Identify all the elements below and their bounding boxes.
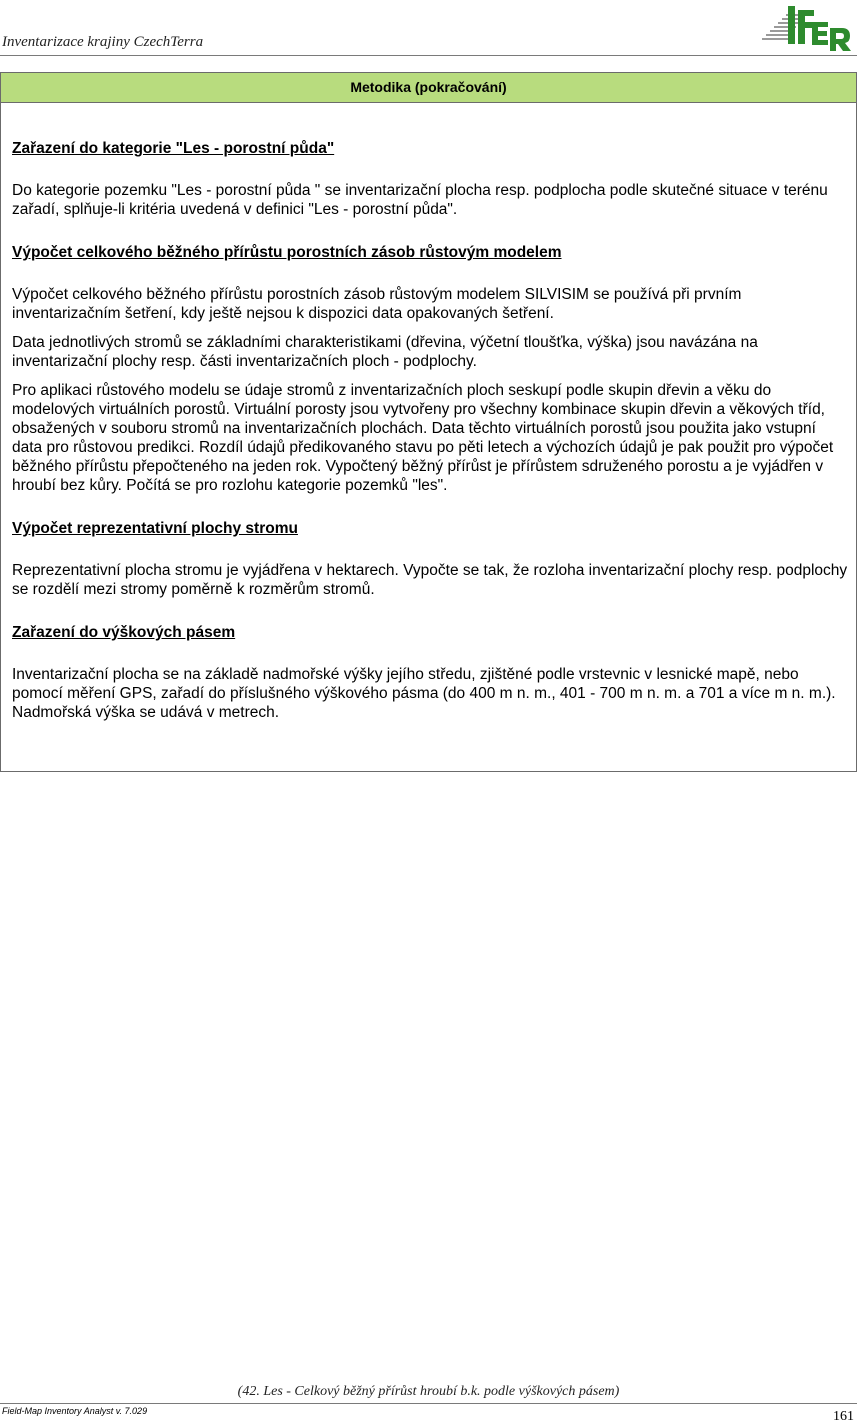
software-version: Field-Map Inventory Analyst v. 7.029 <box>2 1406 148 1416</box>
paragraph-growth-model-2: Data jednotlivých stromů se základními charakteristikami (dřevina, výčetní tloušťka, výška) jsou navázána na inventarizační plochy resp. části inventarizačních ploch - podplochy. <box>12 334 758 370</box>
methodology-frame <box>0 72 857 772</box>
paragraph-forest-category: Do kategorie pozemku "Les - porostní půda " se inventarizační plocha resp. podplocha podle skutečné situace v terénu zařadí, splňuje-li kritéria uvedená v definici "Les - porostní půda". <box>12 182 828 218</box>
footer-rule <box>0 1403 857 1404</box>
heading-growth-model: Výpočet celkového běžného přírůstu porostních zásob růstovým modelem <box>12 244 562 261</box>
logo-letters <box>788 6 851 51</box>
heading-forest-category: Zařazení do kategorie "Les - porostní půda" <box>12 140 335 157</box>
page-number: 161 <box>833 1409 854 1424</box>
heading-representative-area: Výpočet reprezentativní plochy stromu <box>12 520 298 537</box>
document-header-title: Inventarizace krajiny CzechTerra <box>2 34 204 50</box>
table-caption: (42. Les - Celkový běžný přírůst hroubí b.k. podle výškových pásem) <box>237 1384 620 1399</box>
paragraph-growth-model-3: Pro aplikaci růstového modelu se údaje stromů z inventarizačních ploch seskupí podle skupin dřevin a věku do modelových virtuálních porostů. Virtuální porosty jsou vytvořeny pro všechny kombinace skupin dřevin a věkových tříd, obsažených v souboru stromů na inventarizačních plochách. Data těchto virtuálních porostů jsou použita jako vstupní data pro růstovou predikci. Rozdíl údajů předikovaného stavu po pěti letech a výchozích údajů je pak použit pro výpočet běžného přírůstu přepočteného na jeden rok. Vypočtený běžný přírůst je přírůstem sdruženého porostu a je vyjádřen v hroubí bez kůry. Počítá se pro rozlohu kategorie pozemků "les". <box>12 382 834 494</box>
methodology-content <box>12 139 850 722</box>
paragraph-growth-model-1: Výpočet celkového běžného přírůstu porostních zásob růstovým modelem SILVISIM se používá při prvním inventarizačním šetření, kdy ještě nejsou k dispozici data opakovaných šetření. <box>12 286 742 322</box>
logo-stripes <box>762 14 802 40</box>
ifer-logo <box>760 2 854 52</box>
heading-altitude-zones: Zařazení do výškových pásem <box>12 624 236 641</box>
header-rule <box>0 55 857 56</box>
paragraph-representative-area: Reprezentativní plocha stromu je vyjádřena v hektarech. Vypočte se tak, že rozloha inventarizační plochy resp. podplochy se rozdělí mezi stromy poměrně k rozměrům stromů. <box>12 562 848 598</box>
section-band-title: Metodika (pokračování) <box>1 73 856 103</box>
paragraph-altitude-zones: Inventarizační plocha se na základě nadmořské výšky jejího středu, zjištěné podle vrstevnic v lesnické mapě, nebo pomocí měření GPS, zařadí do příslušného výškového pásma (do 400 m n. m., 401 - 700 m n. m. a 701 a více m n. m.). Nadmořská výška se udává v metrech. <box>12 666 836 721</box>
